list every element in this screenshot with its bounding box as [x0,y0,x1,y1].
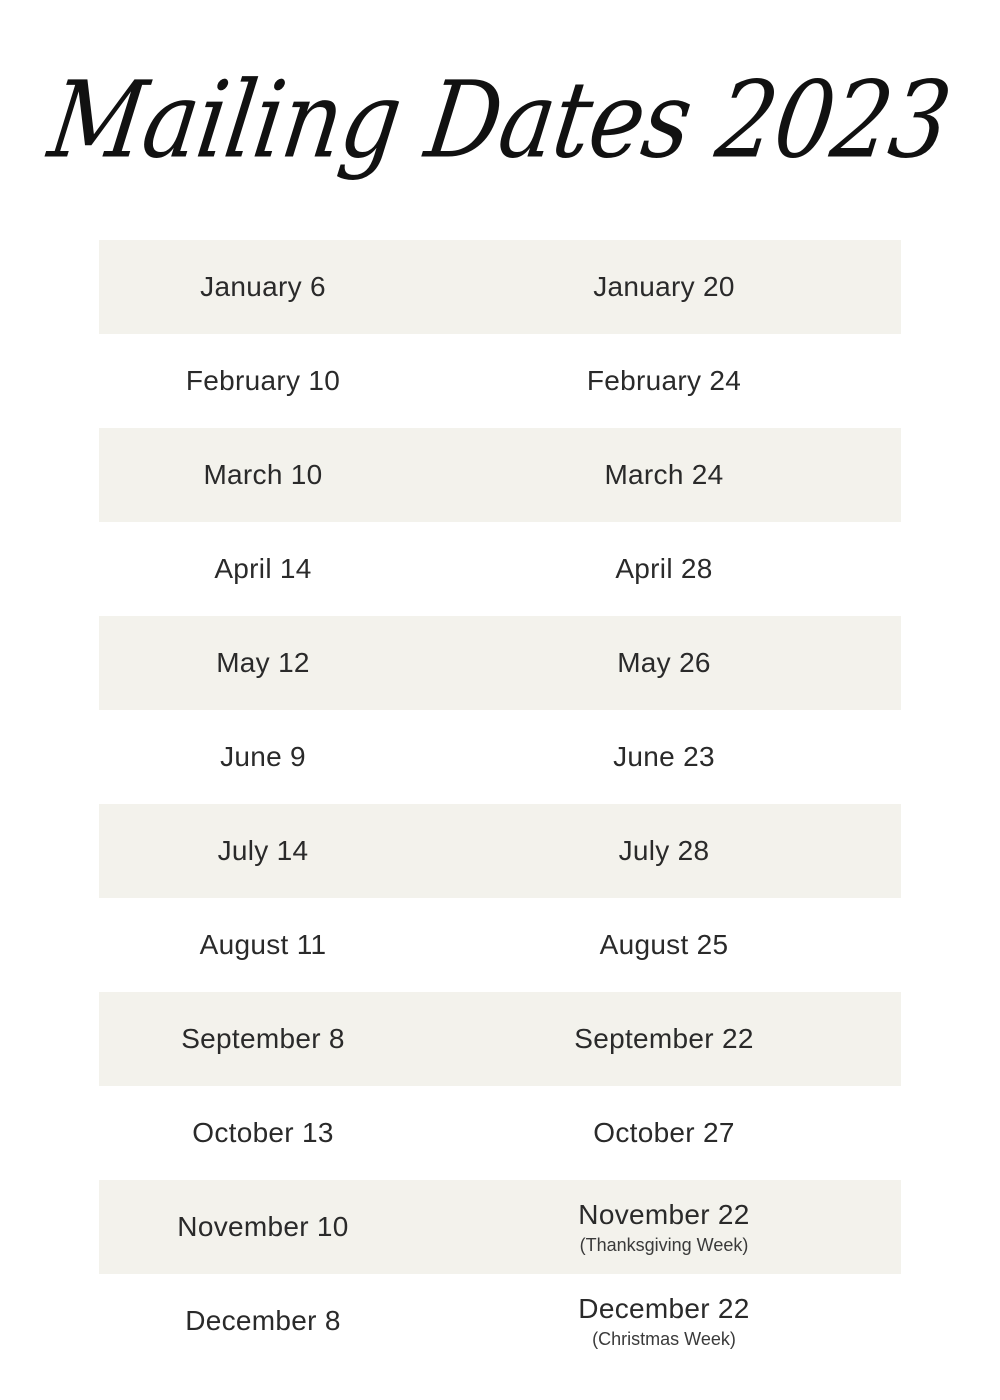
second-mailing-cell [427,804,901,898]
first-mailing-cell [99,710,427,804]
first-mailing-date: December 8 [185,1305,341,1336]
second-mailing-cell [427,522,901,616]
first-mailing-date: April 14 [214,553,312,584]
date-row [99,428,901,522]
date-row [99,710,901,804]
first-mailing-cell [99,1180,427,1274]
first-mailing-date: March 10 [203,459,323,490]
second-mailing-date: June 23 [613,741,715,772]
first-mailing-date: June 9 [220,741,306,772]
first-mailing-cell [99,1086,427,1180]
second-mailing-cell [427,240,901,334]
date-row [99,992,901,1086]
first-mailing-date: August 11 [199,929,327,960]
second-mailing-cell [427,710,901,804]
first-mailing-cell [99,616,427,710]
second-mailing-date: October 27 [593,1117,735,1148]
date-row [99,616,901,710]
date-row [99,1086,901,1180]
second-mailing-cell [427,428,901,522]
first-mailing-date: July 14 [217,835,309,866]
first-mailing-cell [99,898,427,992]
first-mailing-cell [99,1274,427,1368]
second-mailing-date: December 22 [578,1293,750,1324]
date-row [99,522,901,616]
second-mailing-cell [427,1180,901,1274]
second-mailing-cell [427,1086,901,1180]
first-mailing-date: November 10 [177,1211,349,1242]
second-mailing-cell [427,334,901,428]
first-mailing-cell [99,992,427,1086]
first-mailing-cell [99,428,427,522]
second-mailing-cell [427,898,901,992]
second-mailing-date: January 20 [593,271,735,302]
second-mailing-date: February 24 [586,365,742,396]
first-mailing-cell [99,334,427,428]
second-mailing-cell [427,1274,901,1368]
date-row [99,334,901,428]
second-mailing-date: November 22 [578,1199,750,1230]
date-row [99,240,901,334]
date-row [99,898,901,992]
holiday-note: (Christmas Week) [592,1329,736,1349]
second-mailing-date: May 26 [617,647,711,678]
date-row [99,1180,901,1274]
second-mailing-date: September 22 [574,1023,754,1054]
first-mailing-date: September 8 [181,1023,345,1054]
date-row [99,1274,901,1368]
second-mailing-date: April 28 [615,553,713,584]
second-mailing-date: March 24 [604,459,724,490]
page-title: Mailing Dates 2023 [42,58,958,182]
first-mailing-date: October 13 [192,1117,334,1148]
first-mailing-date: May 12 [216,647,310,678]
mailing-dates-table [99,240,901,1368]
second-mailing-cell [427,992,901,1086]
first-mailing-cell [99,522,427,616]
holiday-note: (Thanksgiving Week) [579,1235,749,1255]
title-area [0,40,1000,200]
second-mailing-date: July 28 [618,835,710,866]
date-row [99,804,901,898]
first-mailing-cell [99,804,427,898]
second-mailing-cell [427,616,901,710]
second-mailing-date: August 25 [599,929,729,960]
first-mailing-date: January 6 [200,271,326,302]
first-mailing-date: February 10 [185,365,341,396]
first-mailing-cell [99,240,427,334]
